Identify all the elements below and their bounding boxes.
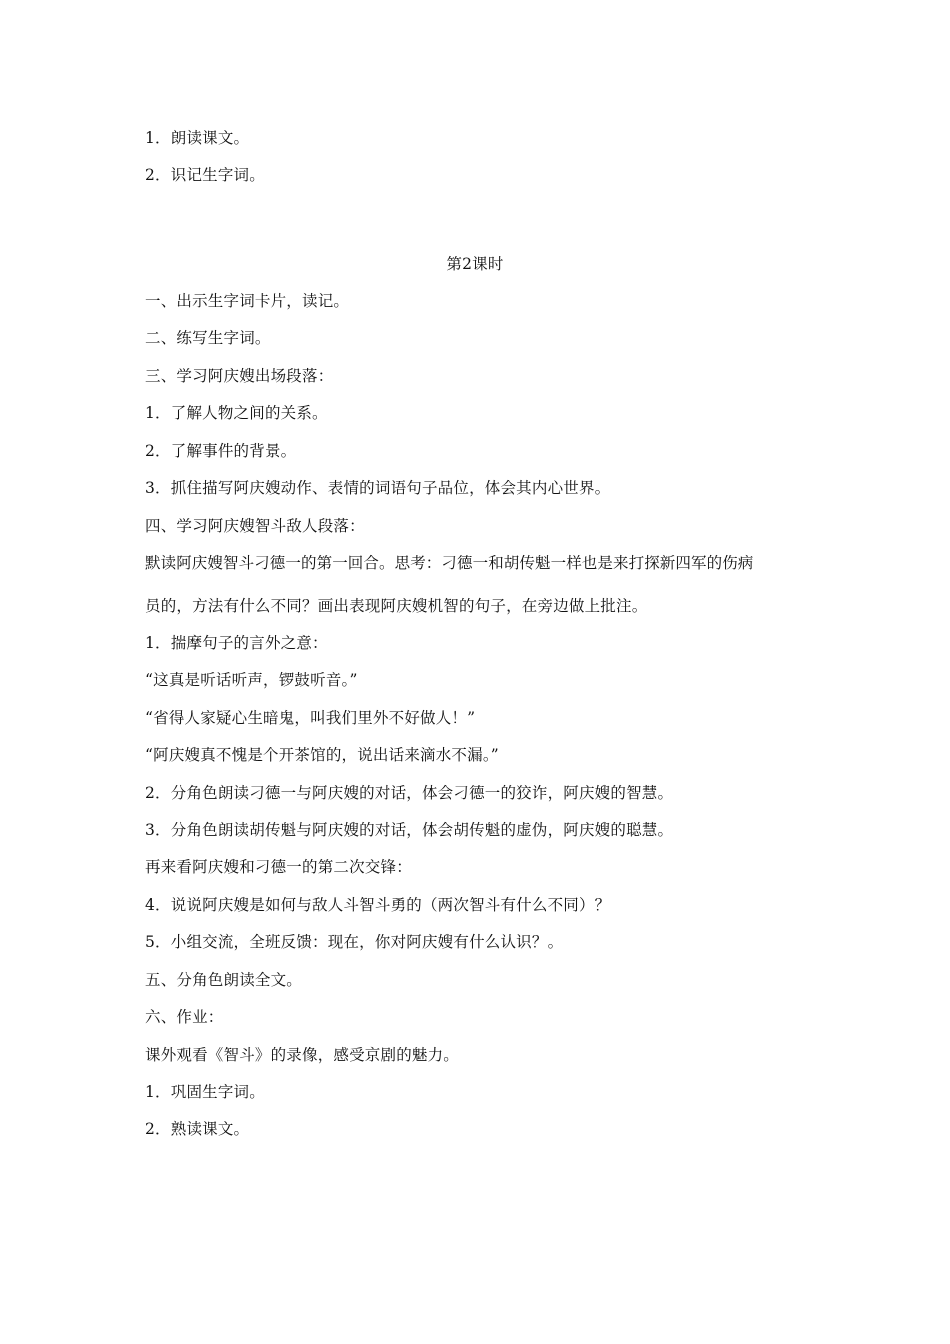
text-line: 默读阿庆嫂智斗刁德一的第一回合。思考：刁德一和胡传魁一样也是来打探新四军的伤病 xyxy=(145,554,754,572)
text-line: 2．了解事件的背景。 xyxy=(145,442,297,460)
text-line: 课外观看《智斗》的录像，感受京剧的魅力。 xyxy=(145,1046,460,1064)
text-line: 六、作业： xyxy=(145,1008,224,1026)
quote-line: “阿庆嫂真不愧是个开茶馆的，说出话来滴水不漏。” xyxy=(145,746,499,764)
section-heading: 第2课时 xyxy=(446,255,504,273)
text-line: 五、分角色朗读全文。 xyxy=(145,971,303,989)
text-line: 2．分角色朗读刁德一与阿庆嫂的对话，体会刁德一的狡诈，阿庆嫂的智慧。 xyxy=(145,784,674,802)
text-line: 四、学习阿庆嫂智斗敌人段落： xyxy=(145,517,365,535)
list-item: 1．朗读课文。 xyxy=(145,129,250,147)
text-line: 三、学习阿庆嫂出场段落： xyxy=(145,367,334,385)
text-line: 员的，方法有什么不同？画出表现阿庆嫂机智的句子，在旁边做上批注。 xyxy=(145,597,648,615)
text-line: 一、出示生字词卡片，读记。 xyxy=(145,292,350,310)
text-line: 4．说说阿庆嫂是如何与敌人斗智斗勇的（两次智斗有什么不同）？ xyxy=(145,896,611,914)
text-line: 3．分角色朗读胡传魁与阿庆嫂的对话，体会胡传魁的虚伪，阿庆嫂的聪慧。 xyxy=(145,821,674,839)
quote-line: “这真是听话听声，锣鼓听音。” xyxy=(145,671,358,689)
text-line: 二、练写生字词。 xyxy=(145,329,271,347)
text-line: 2．熟读课文。 xyxy=(145,1120,250,1138)
text-line: 再来看阿庆嫂和刁德一的第二次交锋： xyxy=(145,858,412,876)
text-line: 1．巩固生字词。 xyxy=(145,1083,265,1101)
text-line: 1．揣摩句子的言外之意： xyxy=(145,634,328,652)
text-line: 3．抓住描写阿庆嫂动作、表情的词语句子品位，体会其内心世界。 xyxy=(145,479,611,497)
text-line: 1．了解人物之间的关系。 xyxy=(145,404,328,422)
quote-line: “省得人家疑心生暗鬼，叫我们里外不好做人！” xyxy=(145,709,476,727)
text-line: 5．小组交流，全班反馈：现在，你对阿庆嫂有什么认识？。 xyxy=(145,933,564,951)
list-item: 2．识记生字词。 xyxy=(145,166,265,184)
